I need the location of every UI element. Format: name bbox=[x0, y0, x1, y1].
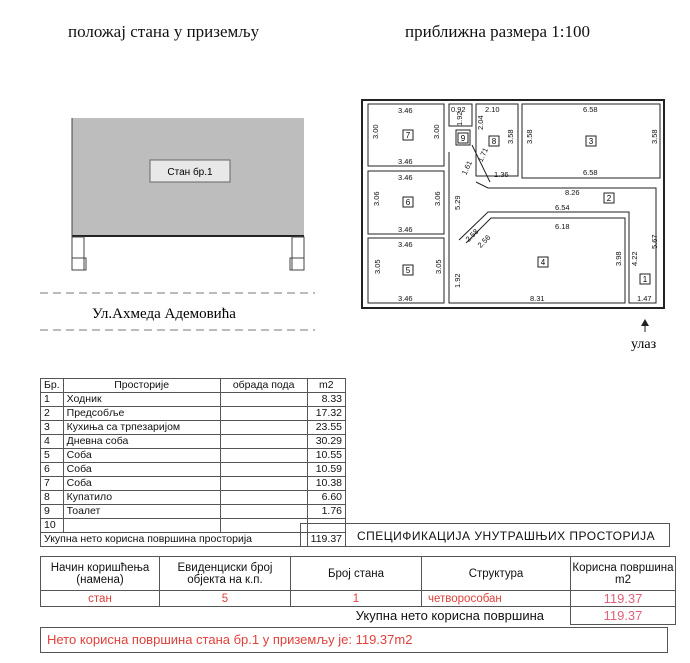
room-id: 5 bbox=[405, 266, 411, 275]
entrance bbox=[631, 319, 657, 352]
dim: 6.58 bbox=[583, 168, 598, 177]
table-row bbox=[41, 435, 346, 449]
dim: 1.61 bbox=[459, 159, 475, 177]
row-area: 23.55 bbox=[307, 421, 345, 435]
col-structure: Структура bbox=[422, 557, 571, 591]
row-floor bbox=[220, 519, 307, 533]
dim: 1.92 bbox=[455, 111, 464, 126]
room-id: 1 bbox=[642, 275, 648, 284]
street-label: Ул.Ахмеда Адемовића bbox=[92, 306, 236, 322]
dim: 3.05 bbox=[434, 259, 443, 274]
dim: 5.67 bbox=[650, 234, 659, 249]
row-no: 6 bbox=[41, 463, 64, 477]
dim: 2.10 bbox=[485, 105, 500, 114]
spec-header-row bbox=[41, 557, 676, 591]
row-no: 5 bbox=[41, 449, 64, 463]
col-usage: Начин коришћења (намена) bbox=[41, 557, 160, 591]
site-sketch bbox=[40, 118, 315, 330]
footer-note: Нето корисна површина стана бр.1 у приземљу је: 119.37m2 bbox=[40, 627, 668, 653]
row-no: 4 bbox=[41, 435, 64, 449]
dim: 1.36 bbox=[494, 170, 509, 179]
entrance-label: улаз bbox=[631, 337, 657, 352]
dim: 3.58 bbox=[506, 129, 515, 144]
room-id: 8 bbox=[491, 137, 497, 146]
row-no: 1 bbox=[41, 393, 64, 407]
row-floor bbox=[220, 435, 307, 449]
room-id: 2 bbox=[606, 194, 612, 203]
row-name: Соба bbox=[63, 449, 220, 463]
row-area: 10.59 bbox=[307, 463, 345, 477]
table-row bbox=[41, 421, 346, 435]
col-floor: обрада пода bbox=[220, 379, 307, 393]
dim: 3.46 bbox=[398, 225, 413, 234]
object-value: 5 bbox=[160, 591, 291, 607]
dim: 6.18 bbox=[555, 222, 570, 231]
table-row bbox=[41, 449, 346, 463]
total-value: 119.37 bbox=[307, 533, 345, 547]
row-name: Предсобље bbox=[63, 407, 220, 421]
row-floor bbox=[220, 505, 307, 519]
dim: 3.06 bbox=[372, 191, 381, 206]
row-area: 10.38 bbox=[307, 477, 345, 491]
row-no: 10 bbox=[41, 519, 64, 533]
dim: 0.92 bbox=[451, 105, 466, 114]
dim: 3.46 bbox=[398, 173, 413, 182]
entrance-arrow-icon bbox=[641, 319, 649, 326]
col-flat: Број стана bbox=[291, 557, 422, 591]
col-object: Евиденциски број објекта на к.п. bbox=[160, 557, 291, 591]
spec-total-value: 119.37 bbox=[571, 607, 676, 625]
row-floor bbox=[220, 463, 307, 477]
table-row bbox=[41, 477, 346, 491]
row-name: Купатило bbox=[63, 491, 220, 505]
dim: 2.04 bbox=[476, 115, 485, 130]
col-room: Просторије bbox=[63, 379, 220, 393]
row-no: 7 bbox=[41, 477, 64, 491]
dim: 2.56 bbox=[475, 232, 493, 250]
col-no: Бр. bbox=[41, 379, 64, 393]
row-floor bbox=[220, 491, 307, 505]
row-area: 8.33 bbox=[307, 393, 345, 407]
row-name: Дневна соба bbox=[63, 435, 220, 449]
dim: 1.71 bbox=[475, 146, 491, 164]
col-area: Корисна површина m2 bbox=[571, 557, 676, 591]
row-name: Соба bbox=[63, 463, 220, 477]
usage-value: стан bbox=[41, 591, 160, 607]
room-id: 3 bbox=[588, 137, 594, 146]
row-floor bbox=[220, 407, 307, 421]
row-no: 2 bbox=[41, 407, 64, 421]
dim: 3.00 bbox=[432, 124, 441, 139]
row-name: Ходник bbox=[63, 393, 220, 407]
dim: 6.58 bbox=[583, 105, 598, 114]
dim: 3.46 bbox=[398, 106, 413, 115]
spec-data-row bbox=[41, 591, 676, 607]
col-area: m2 bbox=[307, 379, 345, 393]
spec-table bbox=[40, 556, 676, 625]
structure-value: четворособан bbox=[422, 591, 571, 607]
table-header bbox=[41, 379, 346, 393]
dim: 3.46 bbox=[398, 294, 413, 303]
spec-title: СПЕЦИФИКАЦИЈА УНУТРАШЊИХ ПРОСТОРИЈА bbox=[300, 523, 670, 547]
row-name: Кухиња са трпезаријом bbox=[63, 421, 220, 435]
dim: 8.31 bbox=[530, 294, 545, 303]
row-floor bbox=[220, 393, 307, 407]
row-area: 1.76 bbox=[307, 505, 345, 519]
table-row bbox=[41, 463, 346, 477]
dim: 3.46 bbox=[398, 157, 413, 166]
row-floor bbox=[220, 477, 307, 491]
row-name: Соба bbox=[63, 477, 220, 491]
row-name: Тоалет bbox=[63, 505, 220, 519]
dim: 4.22 bbox=[630, 251, 639, 266]
row-area: 17.32 bbox=[307, 407, 345, 421]
dim: 3.46 bbox=[398, 240, 413, 249]
dim: 3.58 bbox=[650, 129, 659, 144]
room-id: 7 bbox=[405, 131, 411, 140]
dim: 8.26 bbox=[565, 188, 580, 197]
table-row bbox=[41, 491, 346, 505]
room-id: 4 bbox=[540, 258, 546, 267]
row-floor bbox=[220, 449, 307, 463]
dim: 3.58 bbox=[525, 129, 534, 144]
row-no: 3 bbox=[41, 421, 64, 435]
row-area: 6.60 bbox=[307, 491, 345, 505]
row-floor bbox=[220, 421, 307, 435]
dim: 1.47 bbox=[637, 294, 652, 303]
flat-value: 1 bbox=[291, 591, 422, 607]
row-area: 10.55 bbox=[307, 449, 345, 463]
location-title: положај стана у приземљу bbox=[68, 22, 260, 41]
dim: 3.98 bbox=[614, 251, 623, 266]
area-value: 119.37 bbox=[571, 591, 676, 607]
dim: 6.54 bbox=[555, 203, 570, 212]
dim: 2.58 bbox=[463, 226, 481, 244]
row-no: 8 bbox=[41, 491, 64, 505]
dim: 5.29 bbox=[453, 195, 462, 210]
row-area: 30.29 bbox=[307, 435, 345, 449]
dim: 3.00 bbox=[371, 124, 380, 139]
dim: 3.06 bbox=[433, 191, 442, 206]
table-row bbox=[41, 407, 346, 421]
room-table bbox=[40, 378, 346, 547]
total-label: Укупна нето корисна површина просторија bbox=[41, 533, 308, 547]
spec-total-row bbox=[41, 607, 676, 625]
spec-total-label: Укупна нето корисна површина bbox=[41, 607, 571, 625]
room-id: 9 bbox=[460, 134, 466, 143]
room-id: 6 bbox=[405, 198, 411, 207]
row-no: 9 bbox=[41, 505, 64, 519]
apartment-label: Стан бр.1 bbox=[167, 167, 213, 178]
dim: 1.92 bbox=[453, 273, 462, 288]
row-name bbox=[63, 519, 220, 533]
scale-title: приближна размера 1:100 bbox=[405, 22, 590, 41]
dim: 3.05 bbox=[373, 259, 382, 274]
floor-plan-labels bbox=[371, 105, 659, 303]
table-row bbox=[41, 505, 346, 519]
table-row bbox=[41, 393, 346, 407]
